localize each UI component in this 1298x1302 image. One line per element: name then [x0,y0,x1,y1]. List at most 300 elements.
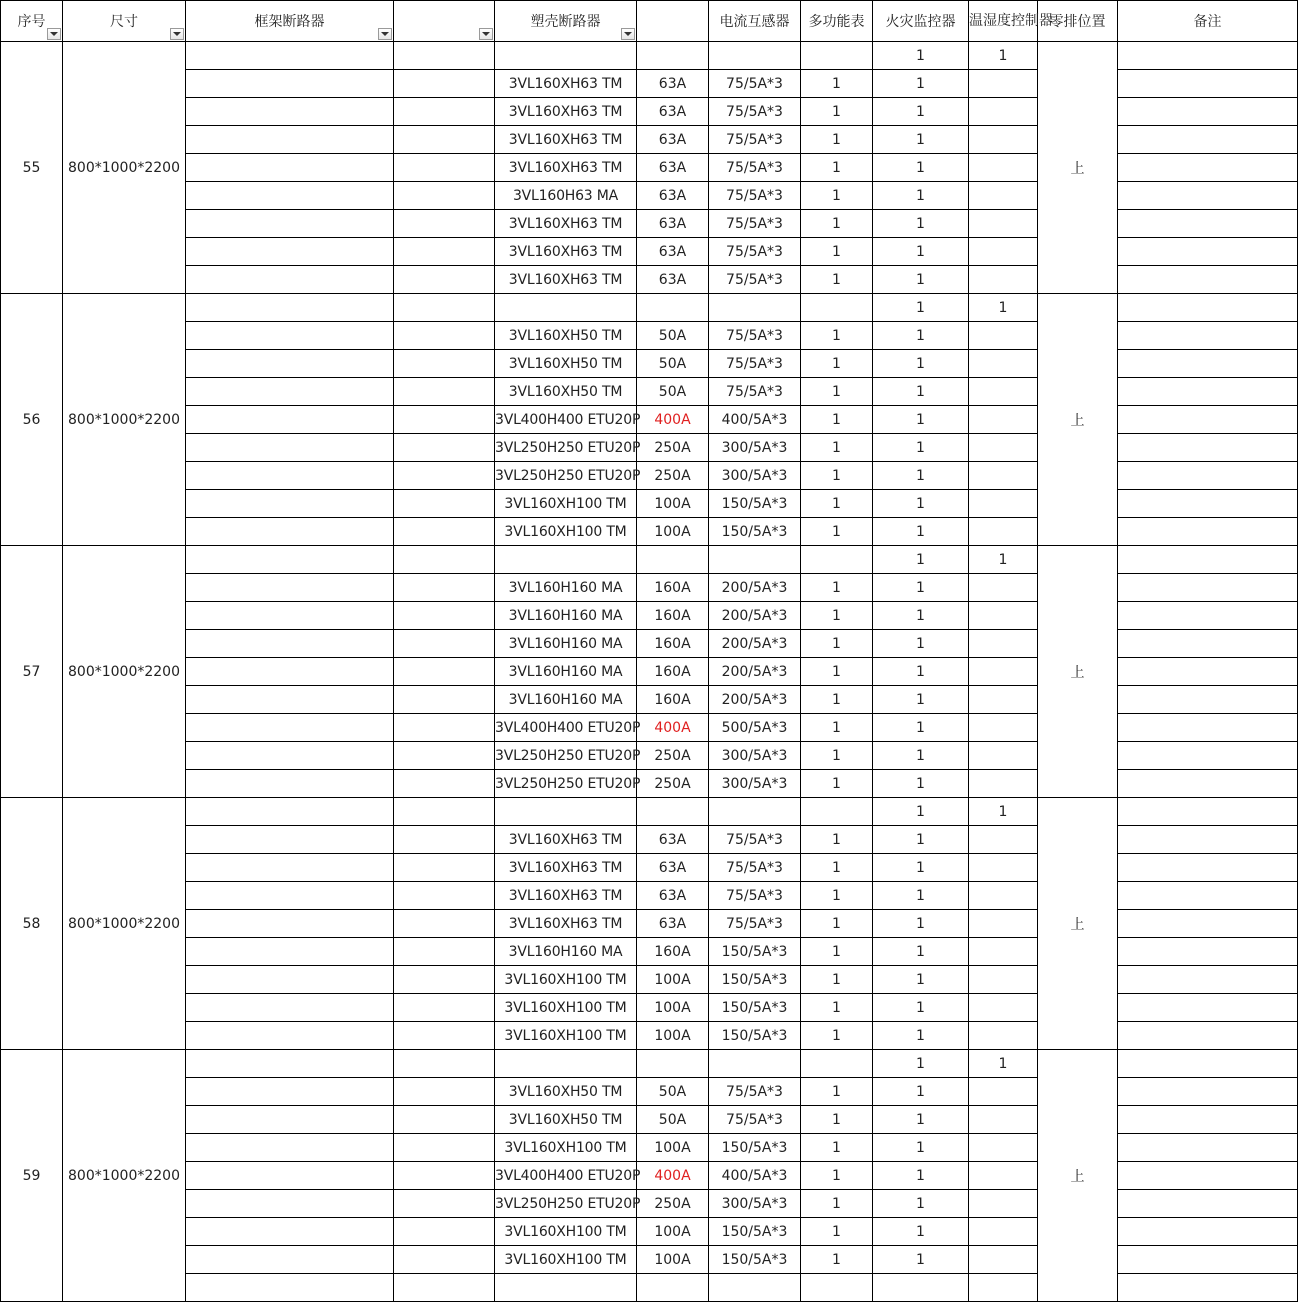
rating-cell[interactable]: 50A [637,322,709,350]
frame-breaker-cell[interactable] [186,1218,394,1246]
ct-cell[interactable]: 300/5A*3 [709,434,801,462]
blank-cell[interactable] [394,686,495,714]
header-blank1-cell[interactable] [394,1,495,42]
size-cell[interactable]: 800*1000*2200 [63,294,186,546]
fire-monitor-cell[interactable] [873,1274,969,1302]
blank-cell[interactable] [394,154,495,182]
remark-cell[interactable] [1118,798,1298,826]
humidity-controller-cell[interactable] [969,602,1038,630]
blank-cell[interactable] [394,42,495,70]
meter-cell[interactable]: 1 [801,462,873,490]
frame-breaker-cell[interactable] [186,210,394,238]
frame-breaker-cell[interactable] [186,1134,394,1162]
neutral-position-cell[interactable]: 上 [1038,798,1118,1050]
ct-cell[interactable]: 200/5A*3 [709,686,801,714]
mccb-model-cell[interactable]: 3VL160XH100 TM [495,1022,637,1050]
humidity-controller-cell[interactable] [969,742,1038,770]
blank-cell[interactable] [394,1134,495,1162]
header-fire-cell[interactable] [873,1,969,42]
rating-cell[interactable]: 63A [637,210,709,238]
rating-cell[interactable]: 100A [637,966,709,994]
ct-cell[interactable]: 150/5A*3 [709,1218,801,1246]
header-meter-cell[interactable] [801,1,873,42]
frame-breaker-cell[interactable] [186,574,394,602]
remark-cell[interactable] [1118,910,1298,938]
fire-monitor-cell[interactable]: 1 [873,322,969,350]
frame-breaker-cell[interactable] [186,686,394,714]
mccb-model-cell[interactable]: 3VL160XH63 TM [495,210,637,238]
ct-cell[interactable]: 75/5A*3 [709,70,801,98]
humidity-controller-cell[interactable] [969,350,1038,378]
frame-breaker-cell[interactable] [186,994,394,1022]
blank-cell[interactable] [394,938,495,966]
fire-monitor-cell[interactable]: 1 [873,350,969,378]
ct-cell[interactable]: 300/5A*3 [709,462,801,490]
humidity-controller-cell[interactable] [969,826,1038,854]
blank-cell[interactable] [394,462,495,490]
frame-breaker-cell[interactable] [186,98,394,126]
seq-cell[interactable]: 59 [1,1050,63,1302]
remark-cell[interactable] [1118,210,1298,238]
header-frame-breaker-cell[interactable] [186,1,394,42]
frame-breaker-cell[interactable] [186,770,394,798]
meter-cell[interactable]: 1 [801,826,873,854]
blank-cell[interactable] [394,210,495,238]
blank-cell[interactable] [394,546,495,574]
frame-breaker-cell[interactable] [186,518,394,546]
humidity-controller-cell[interactable] [969,266,1038,294]
fire-monitor-cell[interactable]: 1 [873,854,969,882]
ct-cell[interactable]: 75/5A*3 [709,322,801,350]
humidity-controller-cell[interactable]: 1 [969,546,1038,574]
meter-cell[interactable]: 1 [801,1022,873,1050]
remark-cell[interactable] [1118,1106,1298,1134]
blank-cell[interactable] [394,966,495,994]
mccb-model-cell[interactable]: 3VL160H160 MA [495,574,637,602]
humidity-controller-cell[interactable] [969,406,1038,434]
remark-cell[interactable] [1118,1274,1298,1302]
frame-breaker-cell[interactable] [186,938,394,966]
meter-cell[interactable]: 1 [801,210,873,238]
meter-cell[interactable] [801,1050,873,1078]
size-cell[interactable]: 800*1000*2200 [63,798,186,1050]
frame-breaker-cell[interactable] [186,238,394,266]
seq-cell[interactable]: 57 [1,546,63,798]
meter-cell[interactable]: 1 [801,1190,873,1218]
header-ct-cell[interactable] [709,1,801,42]
blank-cell[interactable] [394,350,495,378]
fire-monitor-cell[interactable]: 1 [873,994,969,1022]
remark-cell[interactable] [1118,406,1298,434]
humidity-controller-cell[interactable] [969,154,1038,182]
rating-cell[interactable]: 63A [637,266,709,294]
ct-cell[interactable] [709,1274,801,1302]
remark-cell[interactable] [1118,770,1298,798]
frame-breaker-cell[interactable] [186,42,394,70]
frame-breaker-cell[interactable] [186,658,394,686]
blank-cell[interactable] [394,630,495,658]
fire-monitor-cell[interactable]: 1 [873,518,969,546]
humidity-controller-cell[interactable] [969,98,1038,126]
fire-monitor-cell[interactable]: 1 [873,294,969,322]
mccb-model-cell[interactable]: 3VL250H250 ETU20P [495,770,637,798]
blank-cell[interactable] [394,182,495,210]
blank-cell[interactable] [394,126,495,154]
humidity-controller-cell[interactable] [969,1134,1038,1162]
frame-breaker-cell[interactable] [186,1246,394,1274]
rating-cell[interactable] [637,1274,709,1302]
meter-cell[interactable]: 1 [801,1134,873,1162]
frame-breaker-cell[interactable] [186,742,394,770]
header-humid-cell[interactable] [969,1,1053,42]
frame-breaker-cell[interactable] [186,1050,394,1078]
blank-cell[interactable] [394,70,495,98]
humidity-controller-cell[interactable] [969,770,1038,798]
meter-cell[interactable]: 1 [801,238,873,266]
frame-breaker-cell[interactable] [186,406,394,434]
remark-cell[interactable] [1118,882,1298,910]
humidity-controller-cell[interactable] [969,1218,1038,1246]
frame-breaker-cell[interactable] [186,854,394,882]
blank-cell[interactable] [394,490,495,518]
meter-cell[interactable]: 1 [801,1162,873,1190]
rating-cell[interactable]: 100A [637,490,709,518]
seq-cell[interactable]: 56 [1,294,63,546]
mccb-model-cell[interactable]: 3VL160XH50 TM [495,350,637,378]
remark-cell[interactable] [1118,546,1298,574]
meter-cell[interactable]: 1 [801,966,873,994]
blank-cell[interactable] [394,238,495,266]
meter-cell[interactable]: 1 [801,434,873,462]
frame-breaker-cell[interactable] [186,1274,394,1302]
ct-cell[interactable]: 75/5A*3 [709,378,801,406]
ct-cell[interactable]: 150/5A*3 [709,966,801,994]
fire-monitor-cell[interactable]: 1 [873,98,969,126]
remark-cell[interactable] [1118,266,1298,294]
fire-monitor-cell[interactable]: 1 [873,406,969,434]
remark-cell[interactable] [1118,1022,1298,1050]
humidity-controller-cell[interactable] [969,518,1038,546]
humidity-controller-cell[interactable] [969,910,1038,938]
mccb-model-cell[interactable]: 3VL250H250 ETU20P [495,1190,637,1218]
fire-monitor-cell[interactable]: 1 [873,630,969,658]
rating-cell[interactable]: 50A [637,378,709,406]
rating-cell[interactable]: 400A [637,714,709,742]
meter-cell[interactable]: 1 [801,98,873,126]
rating-cell[interactable]: 250A [637,742,709,770]
rating-cell[interactable]: 250A [637,770,709,798]
fire-monitor-cell[interactable]: 1 [873,714,969,742]
remark-cell[interactable] [1118,322,1298,350]
ct-cell[interactable]: 75/5A*3 [709,154,801,182]
rating-cell[interactable] [637,294,709,322]
meter-cell[interactable]: 1 [801,126,873,154]
mccb-model-cell[interactable]: 3VL250H250 ETU20P [495,742,637,770]
humidity-controller-cell[interactable] [969,1190,1038,1218]
remark-cell[interactable] [1118,434,1298,462]
meter-cell[interactable]: 1 [801,994,873,1022]
rating-cell[interactable]: 160A [637,630,709,658]
fire-monitor-cell[interactable]: 1 [873,910,969,938]
mccb-model-cell[interactable]: 3VL160XH100 TM [495,994,637,1022]
rating-cell[interactable]: 100A [637,1134,709,1162]
remark-cell[interactable] [1118,154,1298,182]
ct-cell[interactable]: 75/5A*3 [709,350,801,378]
mccb-model-cell[interactable] [495,1050,637,1078]
rating-cell[interactable]: 160A [637,938,709,966]
frame-breaker-cell[interactable] [186,126,394,154]
frame-breaker-cell[interactable] [186,630,394,658]
remark-cell[interactable] [1118,1190,1298,1218]
remark-cell[interactable] [1118,378,1298,406]
humidity-controller-cell[interactable] [969,1106,1038,1134]
neutral-position-cell[interactable]: 上 [1038,546,1118,798]
humidity-controller-cell[interactable] [969,994,1038,1022]
rating-cell[interactable]: 100A [637,1022,709,1050]
remark-cell[interactable] [1118,658,1298,686]
fire-monitor-cell[interactable]: 1 [873,1190,969,1218]
remark-cell[interactable] [1118,1246,1298,1274]
fire-monitor-cell[interactable]: 1 [873,574,969,602]
blank-cell[interactable] [394,882,495,910]
frame-breaker-cell[interactable] [186,1078,394,1106]
ct-cell[interactable]: 75/5A*3 [709,210,801,238]
fire-monitor-cell[interactable]: 1 [873,70,969,98]
fire-monitor-cell[interactable]: 1 [873,1078,969,1106]
mccb-model-cell[interactable] [495,1274,637,1302]
humidity-controller-cell[interactable] [969,658,1038,686]
ct-cell[interactable] [709,798,801,826]
remark-cell[interactable] [1118,462,1298,490]
ct-cell[interactable]: 200/5A*3 [709,574,801,602]
mccb-model-cell[interactable]: 3VL160XH63 TM [495,266,637,294]
mccb-model-cell[interactable]: 3VL160XH63 TM [495,126,637,154]
frame-breaker-cell[interactable] [186,154,394,182]
meter-cell[interactable]: 1 [801,1078,873,1106]
remark-cell[interactable] [1118,854,1298,882]
mccb-model-cell[interactable]: 3VL160XH63 TM [495,70,637,98]
humidity-controller-cell[interactable] [969,182,1038,210]
fire-monitor-cell[interactable]: 1 [873,742,969,770]
blank-cell[interactable] [394,1190,495,1218]
fire-monitor-cell[interactable]: 1 [873,1050,969,1078]
frame-breaker-cell[interactable] [186,490,394,518]
blank-cell[interactable] [394,994,495,1022]
ct-cell[interactable]: 300/5A*3 [709,770,801,798]
meter-cell[interactable]: 1 [801,322,873,350]
blank-cell[interactable] [394,378,495,406]
humidity-controller-cell[interactable] [969,630,1038,658]
fire-monitor-cell[interactable]: 1 [873,238,969,266]
ct-cell[interactable]: 75/5A*3 [709,182,801,210]
frame-breaker-cell[interactable] [186,294,394,322]
filter-dropdown-icon[interactable] [479,28,493,40]
frame-breaker-cell[interactable] [186,882,394,910]
neutral-position-cell[interactable]: 上 [1038,294,1118,546]
rating-cell[interactable]: 250A [637,462,709,490]
frame-breaker-cell[interactable] [186,434,394,462]
ct-cell[interactable] [709,546,801,574]
remark-cell[interactable] [1118,294,1298,322]
header-remark-cell[interactable] [1118,1,1298,42]
remark-cell[interactable] [1118,70,1298,98]
meter-cell[interactable]: 1 [801,574,873,602]
humidity-controller-cell[interactable] [969,854,1038,882]
meter-cell[interactable]: 1 [801,70,873,98]
mccb-model-cell[interactable]: 3VL160XH63 TM [495,882,637,910]
meter-cell[interactable]: 1 [801,350,873,378]
remark-cell[interactable] [1118,1162,1298,1190]
meter-cell[interactable]: 1 [801,658,873,686]
mccb-model-cell[interactable]: 3VL160XH50 TM [495,322,637,350]
frame-breaker-cell[interactable] [186,798,394,826]
blank-cell[interactable] [394,98,495,126]
meter-cell[interactable]: 1 [801,518,873,546]
mccb-model-cell[interactable]: 3VL160H160 MA [495,602,637,630]
fire-monitor-cell[interactable]: 1 [873,798,969,826]
meter-cell[interactable]: 1 [801,714,873,742]
frame-breaker-cell[interactable] [186,1106,394,1134]
fire-monitor-cell[interactable]: 1 [873,966,969,994]
blank-cell[interactable] [394,322,495,350]
mccb-model-cell[interactable]: 3VL160XH100 TM [495,1218,637,1246]
humidity-controller-cell[interactable] [969,1162,1038,1190]
header-neutral-cell[interactable] [1038,1,1118,42]
ct-cell[interactable]: 150/5A*3 [709,994,801,1022]
rating-cell[interactable]: 63A [637,854,709,882]
blank-cell[interactable] [394,518,495,546]
filter-dropdown-icon[interactable] [621,28,635,40]
fire-monitor-cell[interactable]: 1 [873,378,969,406]
mccb-model-cell[interactable]: 3VL400H400 ETU20P [495,1162,637,1190]
remark-cell[interactable] [1118,742,1298,770]
fire-monitor-cell[interactable]: 1 [873,434,969,462]
humidity-controller-cell[interactable] [969,686,1038,714]
blank-cell[interactable] [394,1022,495,1050]
mccb-model-cell[interactable]: 3VL160XH100 TM [495,518,637,546]
meter-cell[interactable]: 1 [801,770,873,798]
frame-breaker-cell[interactable] [186,714,394,742]
blank-cell[interactable] [394,1162,495,1190]
frame-breaker-cell[interactable] [186,322,394,350]
fire-monitor-cell[interactable]: 1 [873,546,969,574]
rating-cell[interactable]: 100A [637,518,709,546]
remark-cell[interactable] [1118,238,1298,266]
mccb-model-cell[interactable]: 3VL160H160 MA [495,658,637,686]
meter-cell[interactable]: 1 [801,910,873,938]
remark-cell[interactable] [1118,490,1298,518]
meter-cell[interactable] [801,798,873,826]
mccb-model-cell[interactable]: 3VL160XH63 TM [495,854,637,882]
humidity-controller-cell[interactable]: 1 [969,798,1038,826]
humidity-controller-cell[interactable] [969,70,1038,98]
mccb-model-cell[interactable]: 3VL250H250 ETU20P [495,462,637,490]
meter-cell[interactable]: 1 [801,154,873,182]
ct-cell[interactable]: 400/5A*3 [709,406,801,434]
humidity-controller-cell[interactable] [969,574,1038,602]
fire-monitor-cell[interactable]: 1 [873,602,969,630]
frame-breaker-cell[interactable] [186,1022,394,1050]
frame-breaker-cell[interactable] [186,350,394,378]
fire-monitor-cell[interactable]: 1 [873,210,969,238]
rating-cell[interactable]: 160A [637,658,709,686]
humidity-controller-cell[interactable] [969,1246,1038,1274]
rating-cell[interactable]: 160A [637,686,709,714]
rating-cell[interactable]: 250A [637,1190,709,1218]
frame-breaker-cell[interactable] [186,1190,394,1218]
meter-cell[interactable]: 1 [801,490,873,518]
fire-monitor-cell[interactable]: 1 [873,938,969,966]
mccb-model-cell[interactable]: 3VL160XH50 TM [495,378,637,406]
meter-cell[interactable]: 1 [801,630,873,658]
fire-monitor-cell[interactable]: 1 [873,686,969,714]
ct-cell[interactable]: 75/5A*3 [709,854,801,882]
rating-cell[interactable]: 100A [637,994,709,1022]
size-cell[interactable]: 800*1000*2200 [63,546,186,798]
ct-cell[interactable]: 75/5A*3 [709,1078,801,1106]
rating-cell[interactable]: 63A [637,826,709,854]
frame-breaker-cell[interactable] [186,546,394,574]
rating-cell[interactable]: 63A [637,70,709,98]
blank-cell[interactable] [394,294,495,322]
meter-cell[interactable]: 1 [801,1106,873,1134]
humidity-controller-cell[interactable] [969,490,1038,518]
rating-cell[interactable]: 400A [637,1162,709,1190]
seq-cell[interactable]: 58 [1,798,63,1050]
mccb-model-cell[interactable] [495,798,637,826]
ct-cell[interactable]: 300/5A*3 [709,1190,801,1218]
mccb-model-cell[interactable]: 3VL160H160 MA [495,686,637,714]
blank-cell[interactable] [394,714,495,742]
mccb-model-cell[interactable]: 3VL160XH63 TM [495,154,637,182]
blank-cell[interactable] [394,910,495,938]
header-seq-cell[interactable] [1,1,63,42]
rating-cell[interactable]: 50A [637,1078,709,1106]
remark-cell[interactable] [1118,126,1298,154]
remark-cell[interactable] [1118,42,1298,70]
humidity-controller-cell[interactable]: 1 [969,1050,1038,1078]
meter-cell[interactable] [801,546,873,574]
ct-cell[interactable]: 75/5A*3 [709,238,801,266]
ct-cell[interactable] [709,294,801,322]
frame-breaker-cell[interactable] [186,602,394,630]
rating-cell[interactable]: 160A [637,602,709,630]
size-cell[interactable]: 800*1000*2200 [63,1050,186,1302]
filter-dropdown-icon[interactable] [47,28,61,40]
remark-cell[interactable] [1118,350,1298,378]
remark-cell[interactable] [1118,574,1298,602]
fire-monitor-cell[interactable]: 1 [873,1162,969,1190]
blank-cell[interactable] [394,1106,495,1134]
rating-cell[interactable]: 63A [637,154,709,182]
mccb-model-cell[interactable]: 3VL400H400 ETU20P [495,406,637,434]
fire-monitor-cell[interactable]: 1 [873,770,969,798]
meter-cell[interactable]: 1 [801,686,873,714]
meter-cell[interactable]: 1 [801,1218,873,1246]
ct-cell[interactable]: 500/5A*3 [709,714,801,742]
fire-monitor-cell[interactable]: 1 [873,126,969,154]
remark-cell[interactable] [1118,518,1298,546]
mccb-model-cell[interactable]: 3VL160H160 MA [495,630,637,658]
meter-cell[interactable] [801,1274,873,1302]
frame-breaker-cell[interactable] [186,966,394,994]
mccb-model-cell[interactable]: 3VL160H160 MA [495,938,637,966]
meter-cell[interactable] [801,294,873,322]
blank-cell[interactable] [394,798,495,826]
meter-cell[interactable]: 1 [801,882,873,910]
blank-cell[interactable] [394,1078,495,1106]
rating-cell[interactable]: 63A [637,98,709,126]
